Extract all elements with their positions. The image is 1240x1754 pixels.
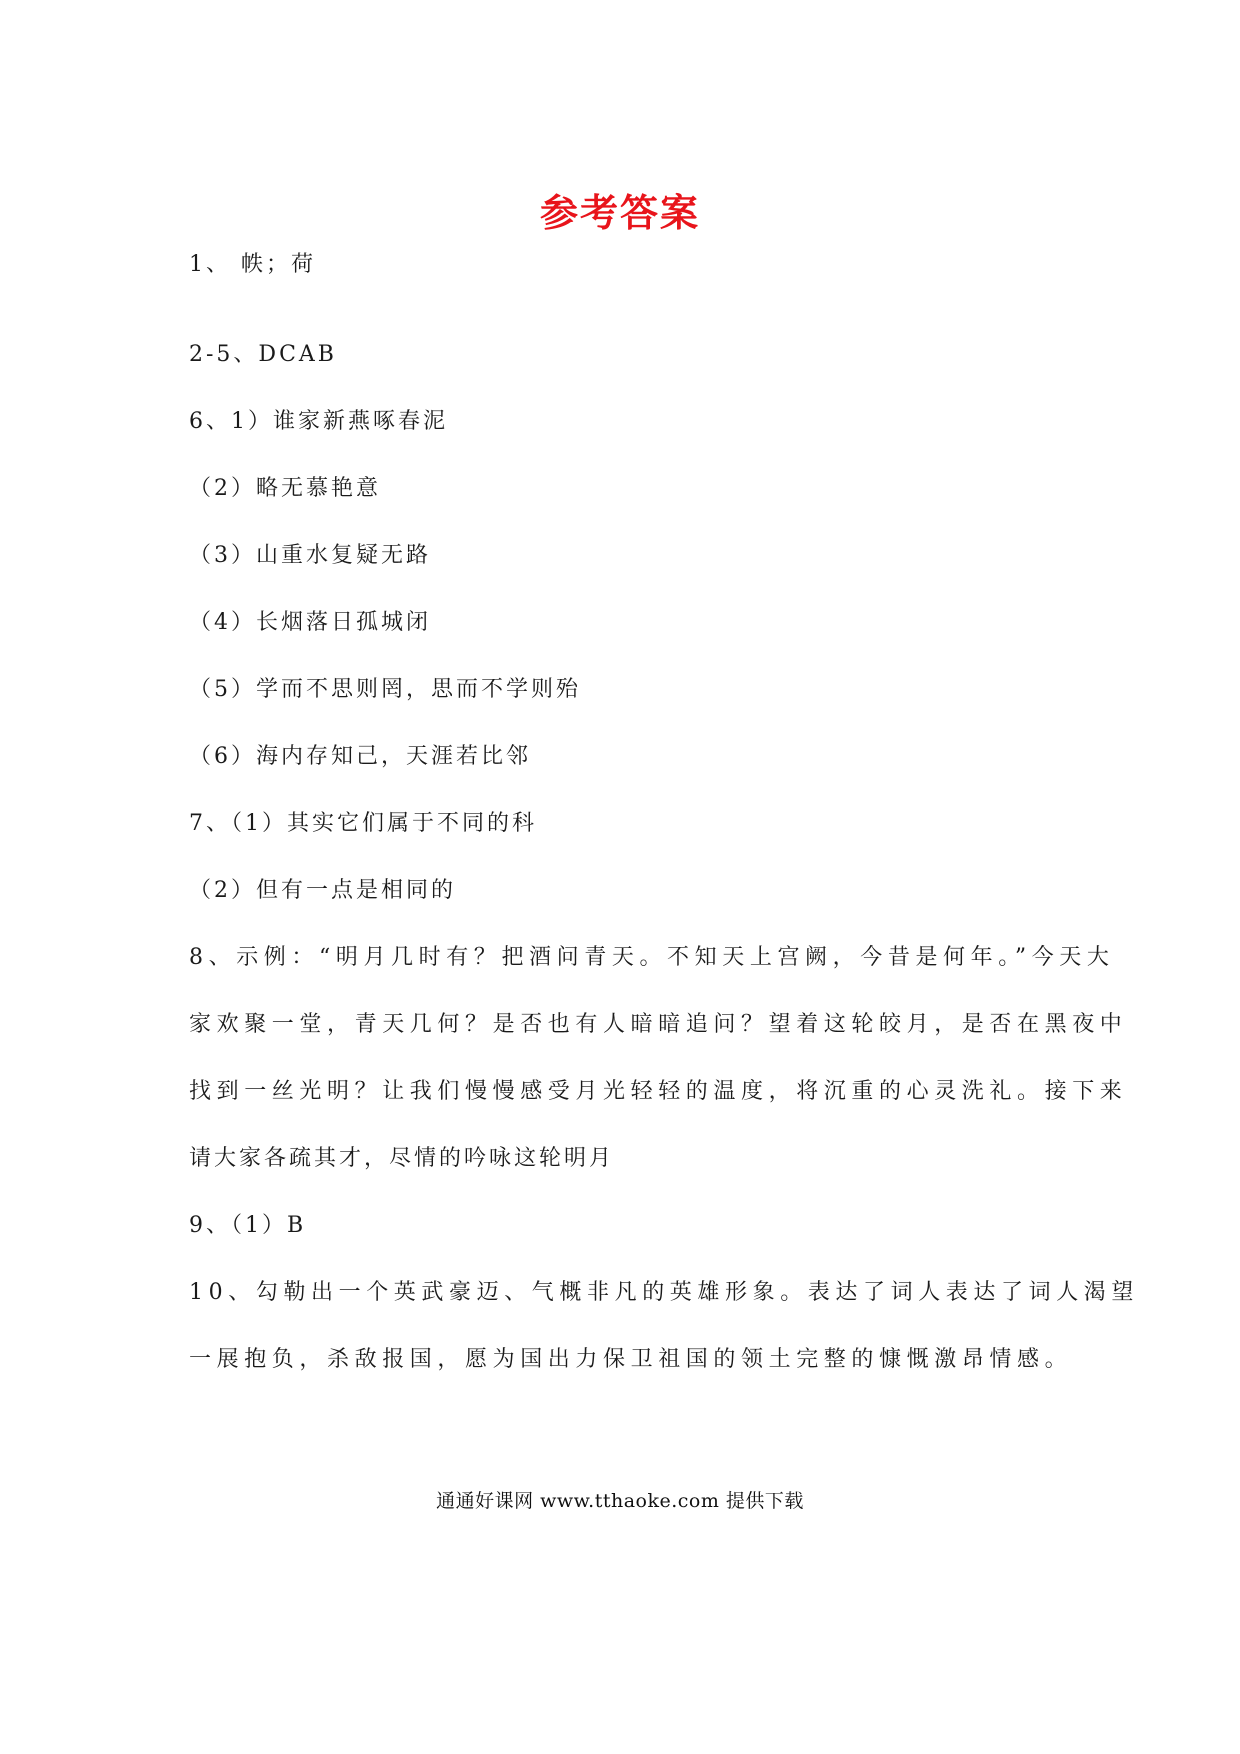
answer-8-line-1: 8、示例：“明月几时有？把酒问青天。不知天上宫阙，今昔是何年。”今天大 — [189, 945, 1115, 970]
answer-7-1: 7、（1）其实它们属于不同的科 — [189, 811, 537, 836]
answer-2-5: 2-5、DCAB — [189, 342, 337, 367]
answer-6-3: （3）山重水复疑无路 — [189, 543, 431, 568]
answer-10-line-1: 10、勾勒出一个英武豪迈、气概非凡的英雄形象。表达了词人表达了词人渴望 — [189, 1280, 1139, 1305]
answer-6-6: （6）海内存知己，天涯若比邻 — [189, 744, 531, 769]
answer-6-5: （5）学而不思则罔，思而不学则殆 — [189, 677, 581, 702]
answer-10-line-2: 一展抱负，杀敌报国，愿为国出力保卫祖国的领土完整的慷慨激昂情感。 — [189, 1347, 1073, 1372]
answer-6-2: （2）略无慕艳意 — [189, 476, 381, 501]
answer-6-4: （4）长烟落日孤城闭 — [189, 610, 431, 635]
page-title: 参考答案 — [539, 191, 700, 235]
page-footer: 通通好课网 www.tthaoke.com 提供下载 — [436, 1490, 804, 1512]
answer-8-line-4: 请大家各疏其才，尽情的吟咏这轮明月 — [189, 1146, 615, 1171]
answer-9: 9、（1）B — [189, 1213, 307, 1238]
answer-7-2: （2）但有一点是相同的 — [189, 878, 456, 903]
answer-1: 1、 帙；荷 — [189, 252, 316, 277]
answer-6-1: 6、1）谁家新燕啄春泥 — [189, 409, 448, 434]
answer-8-line-3: 找到一丝光明？让我们慢慢感受月光轻轻的温度，将沉重的心灵洗礼。接下来 — [189, 1079, 1128, 1104]
answer-8-line-2: 家欢聚一堂，青天几何？是否也有人暗暗追问？望着这轮皎月，是否在黑夜中 — [189, 1012, 1128, 1037]
